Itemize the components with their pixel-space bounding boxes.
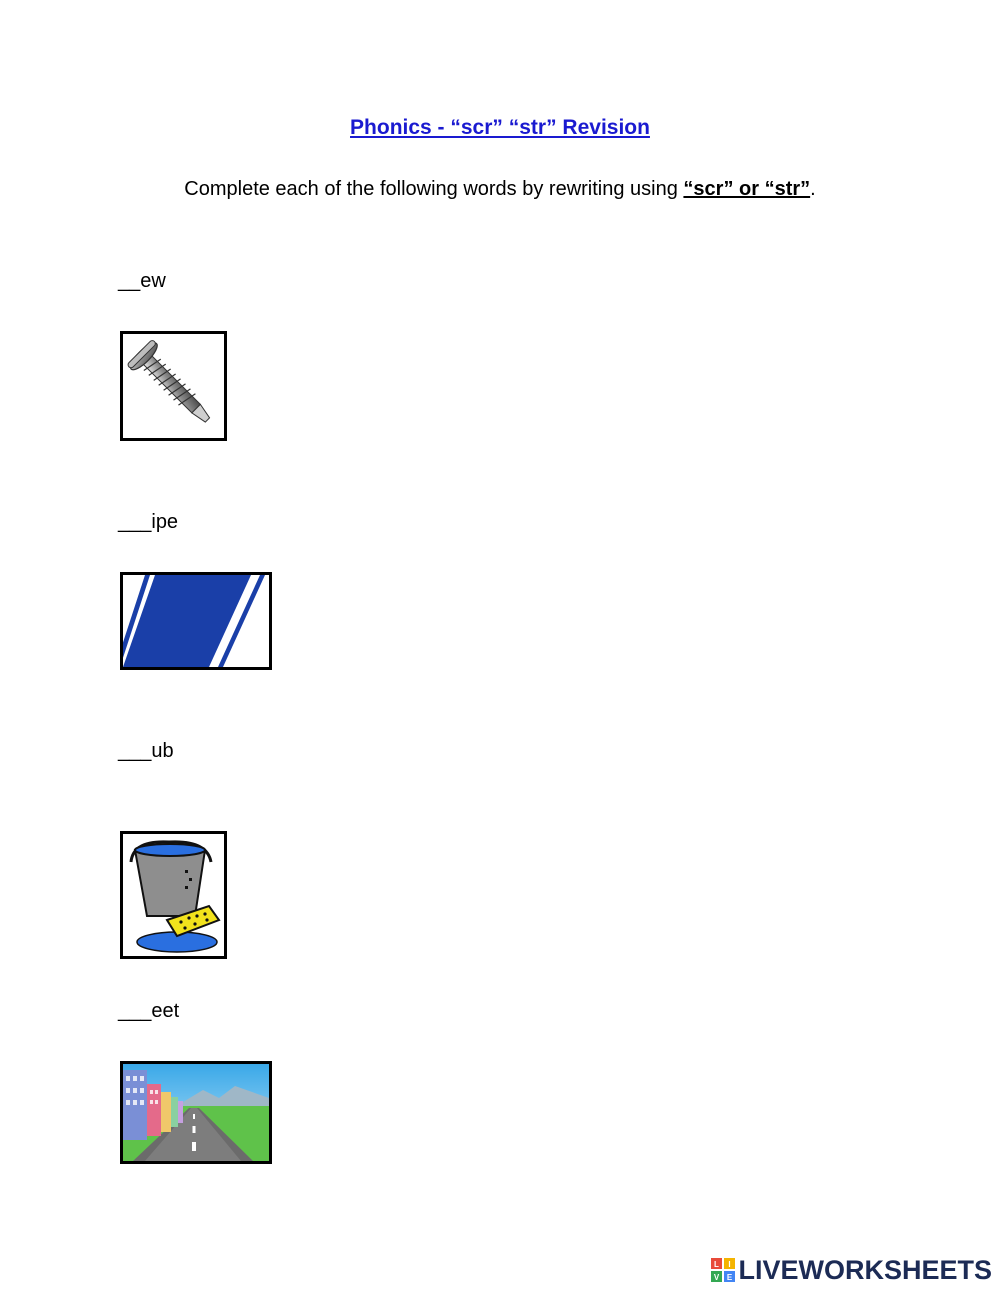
word-blank-3: ___ub: [118, 740, 174, 762]
stripe-icon: [123, 575, 269, 667]
instruction-suffix: .: [810, 178, 816, 200]
logo-mark-icon: [711, 1258, 735, 1282]
logo-letter-v: V: [714, 1273, 720, 1282]
scrub-picture: [120, 831, 227, 959]
instruction-text: [0, 178, 1000, 201]
screw-picture: [120, 331, 227, 441]
street-picture: [120, 1061, 272, 1164]
stripe-picture: [120, 572, 272, 670]
logo-letter-l: L: [714, 1260, 720, 1269]
word-blank-2: ___ipe: [118, 511, 179, 533]
liveworksheets-logo: [711, 1254, 992, 1286]
bucket-sponge-icon: [123, 834, 224, 956]
screw-icon: [123, 334, 224, 438]
word-blank-4: ___eet: [118, 1000, 180, 1022]
logo-letter-e: E: [727, 1273, 733, 1282]
word-blank-1: __ew: [118, 270, 166, 292]
worksheet-title: Phonics - “scr” “str” Revision: [350, 116, 650, 139]
brand-name: LIVEWORKSHEETS: [738, 1254, 992, 1285]
street-icon: [123, 1064, 269, 1161]
instruction-prefix: Complete each of the following words by rewriting using: [184, 178, 684, 200]
logo-letter-i: I: [728, 1260, 732, 1269]
instruction-emphasis: “scr” or “str”: [683, 178, 811, 200]
